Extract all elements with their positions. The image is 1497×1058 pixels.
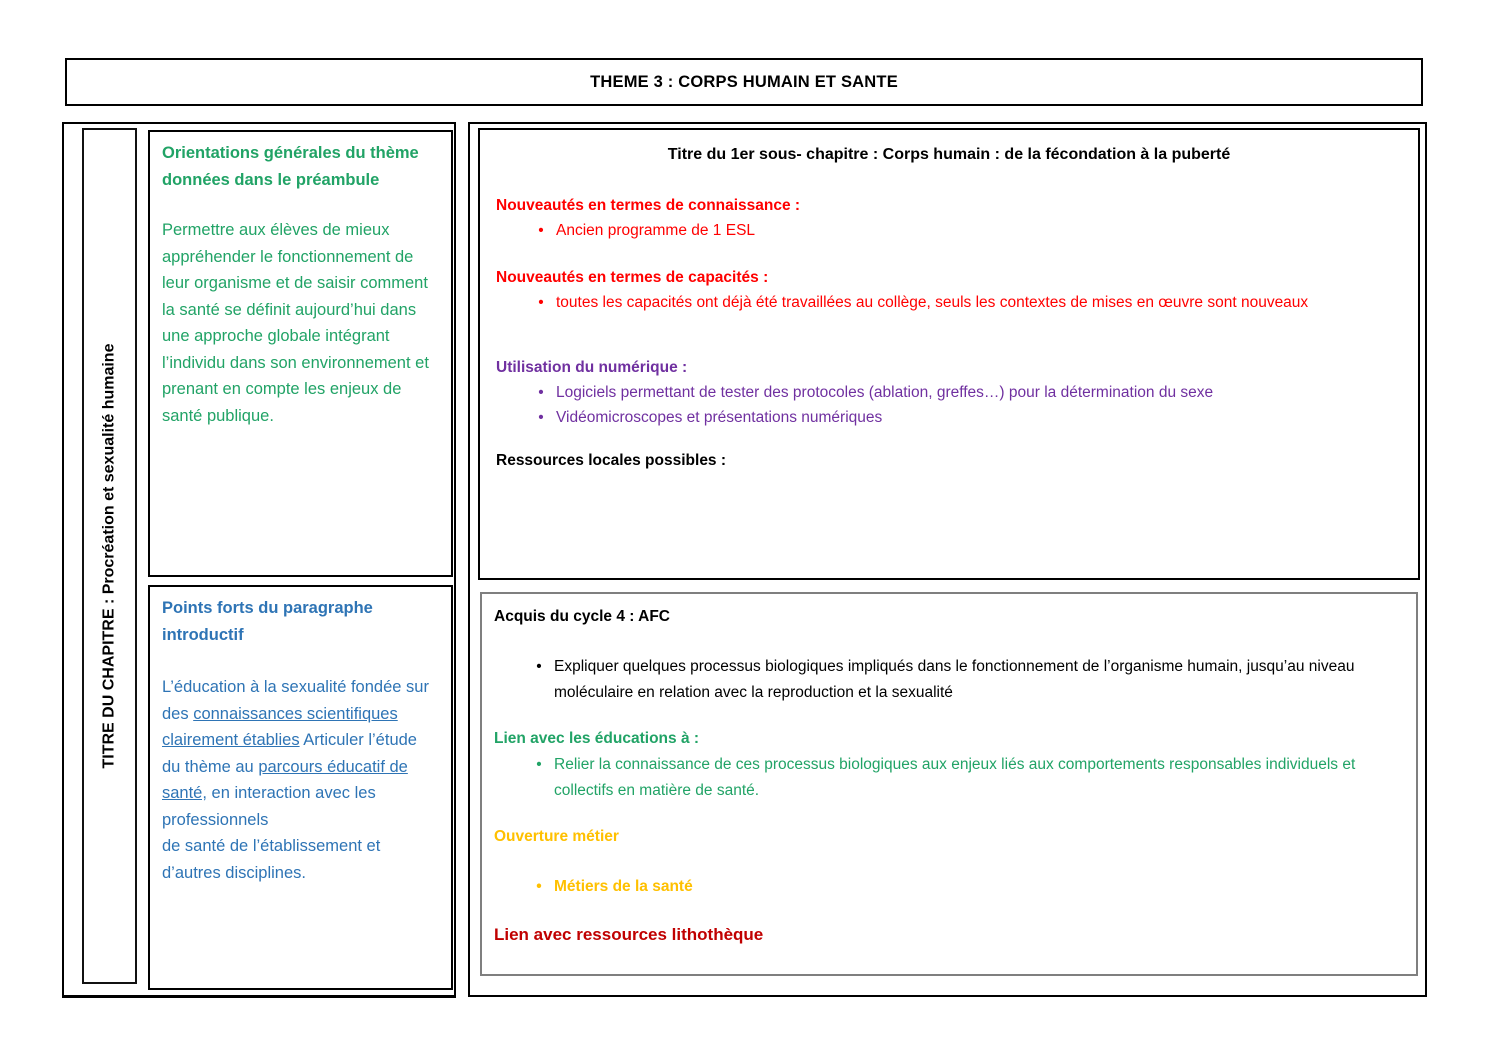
bullet-dot: • (536, 756, 542, 773)
heading-ouverture-metier: Ouverture métier (494, 828, 619, 845)
heading-ressources-locales: Ressources locales possibles : (496, 452, 727, 469)
bullet-dot: • (538, 409, 544, 426)
bullet-text: Relier la connaissance de ces processus biologiques aux enjeux liés aux comportements responsables individuels et collectifs en matière de santé. (554, 756, 1356, 799)
chapter-title-box (82, 128, 137, 984)
points-forts-text-4: de santé de l’établissement et d’autres disciplines. (162, 837, 381, 882)
theme-title-box (65, 58, 1423, 106)
bullet-text: Vidéomicroscopes et présentations numériques (556, 409, 883, 426)
acquis-box (480, 592, 1418, 976)
points-forts-text-1: L’éducation à la sexualité fondée sur des (162, 678, 429, 723)
bullet-dot: • (538, 222, 544, 239)
points-forts-box (148, 585, 453, 990)
heading-lien-lithotheque: Lien avec ressources lithothèque (494, 925, 764, 944)
chapter-vertical-title: TITRE DU CHAPITRE : Procréation et sexualité humaine (100, 343, 118, 769)
points-forts-underline-1: connaissances scientifiques clairement établies (162, 704, 398, 749)
heading-lien-educations: Lien avec les éducations à : (494, 730, 700, 747)
orientations-body: Permettre aux élèves de mieux appréhender le fonctionnement de leur organisme et de saisir comment la santé se définit aujourd’hui dans une approche globale intégrant l’individu dans son environnement et prenant en compte les enjeux de santé publique. (162, 221, 429, 425)
bullet-capacites (496, 290, 1402, 315)
heading-utilisation-numerique: Utilisation du numérique : (496, 359, 688, 376)
bullet-logiciels (496, 380, 1402, 405)
bullet-dot: • (538, 294, 544, 311)
heading-nouveautes-connaissance: Nouveautés en termes de connaissance : (496, 197, 801, 214)
bullet-text: Métiers de la santé (554, 878, 693, 895)
bullet-videomicroscopes (496, 405, 1402, 430)
points-forts-text-3: en interaction avec les professionnels (162, 784, 376, 829)
bullet-dot: • (536, 658, 542, 675)
orientations-box (148, 130, 453, 577)
heading-acquis-cycle4: Acquis du cycle 4 : AFC (494, 608, 670, 625)
points-forts-body (162, 674, 439, 886)
subchapter-title: Titre du 1er sous- chapitre : Corps humain : de la fécondation à la puberté (667, 146, 1231, 163)
points-forts-heading: Points forts du paragraphe introductif (162, 599, 373, 644)
bullet-dot: • (538, 384, 544, 401)
subchapter-overview-box (478, 128, 1420, 580)
theme-title: THEME 3 : CORPS HUMAIN ET SANTE (590, 72, 898, 91)
points-forts-text-2: Articuler l’étude du thème au (162, 731, 417, 776)
bullet-ancien-programme (496, 218, 1402, 243)
heading-nouveautes-capacites: Nouveautés en termes de capacités : (496, 269, 769, 286)
points-forts-underline-2: parcours éducatif de santé, (162, 757, 408, 802)
bullet-text: Expliquer quelques processus biologiques impliqués dans le fonctionnement de l’organisme humain, jusqu’au niveau moléculaire en relation avec la reproduction et la sexualité (554, 658, 1355, 701)
bullet-text: Logiciels permettant de tester des protocoles (ablation, greffes…) pour la détermination du sexe (556, 384, 1214, 401)
bullet-text: toutes les capacités ont déjà été travaillées au collège, seuls les contextes de mises en œuvre sont nouveaux (556, 294, 1309, 311)
bullet-dot: • (536, 878, 542, 895)
bullet-text: Ancien programme de 1 ESL (556, 222, 756, 239)
bullet-relier-connaissance (494, 752, 1404, 804)
orientations-heading: Orientations générales du thème données dans le préambule (162, 144, 419, 189)
bullet-expliquer-processus (494, 654, 1404, 706)
bullet-metiers-sante (494, 874, 1404, 900)
